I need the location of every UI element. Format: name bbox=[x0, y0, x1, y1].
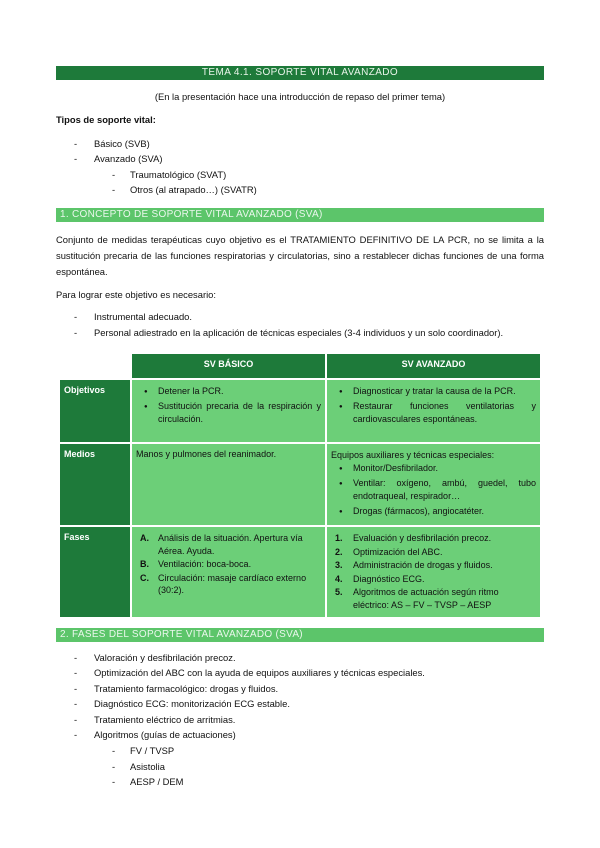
item-number: 5. bbox=[335, 587, 343, 597]
list-dash: - bbox=[74, 311, 78, 322]
column-header-sv-basico: SV BÁSICO bbox=[132, 354, 325, 378]
row-header-fases: Fases bbox=[60, 527, 130, 617]
item-text: Análisis de la situación. Apertura vía Aérea. Ayuda. bbox=[158, 533, 303, 556]
list-dash: - bbox=[74, 138, 78, 149]
numbered-item bbox=[335, 532, 536, 545]
table-row bbox=[60, 527, 540, 617]
item-number: 3. bbox=[335, 560, 343, 570]
numbered-item bbox=[140, 572, 321, 597]
list-dash: - bbox=[112, 184, 116, 195]
list-subitem: AESP / DEM bbox=[130, 776, 184, 787]
bullet-item: ● Ventilar: oxígeno, ambú, guedel, tubo endotraqueal, respirador… bbox=[353, 477, 536, 503]
bullet-item: ● Restaurar funciones ventilatorias y cardiovasculares espontáneas. bbox=[353, 400, 536, 426]
list-dash: - bbox=[112, 169, 116, 180]
section1-paragraph: Conjunto de medidas terapéuticas cuyo objetivo es el TRATAMIENTO DEFINITIVO DE LA PCR, no se limita a la sustitución precaria de las funciones respiratorias y circulatorias, sino a restablecer dichas funciones de una forma espontánea. bbox=[56, 234, 544, 277]
cell-intro-text: Equipos auxiliares y técnicas especiales: bbox=[331, 450, 495, 460]
bullet-item: ● Diagnosticar y tratar la causa de la PCR. bbox=[353, 385, 536, 398]
numbered-item bbox=[335, 573, 536, 586]
list-dash: - bbox=[74, 683, 78, 694]
list-subitem: Asistolia bbox=[130, 761, 165, 772]
section-heading: 2. FASES DEL SOPORTE VITAL AVANZADO (SVA) bbox=[56, 628, 544, 642]
list-item: Optimización del ABC con la ayuda de equipos auxiliares y técnicas especiales. bbox=[94, 667, 425, 678]
list-item: Tratamiento eléctrico de arritmias. bbox=[94, 714, 236, 725]
table-row bbox=[60, 444, 540, 525]
list-subitem: Otros (al atrapado…) (SVATR) bbox=[130, 184, 257, 195]
list-dash: - bbox=[74, 714, 78, 725]
item-text: Diagnóstico ECG. bbox=[353, 573, 425, 584]
numbered-item bbox=[335, 586, 536, 611]
bullet-item: ● Detener la PCR. bbox=[158, 385, 321, 398]
table-cell bbox=[132, 380, 325, 442]
table-corner-cell bbox=[60, 354, 130, 378]
row-header-medios: Medios bbox=[60, 444, 130, 525]
list-subitem: FV / TVSP bbox=[130, 745, 175, 756]
item-text: Circulación: masaje cardíaco externo (30:2). bbox=[158, 572, 307, 595]
item-text: Optimización del ABC. bbox=[353, 546, 443, 557]
list-item: Algoritmos (guías de actuaciones) bbox=[94, 729, 236, 740]
numbered-item bbox=[140, 558, 321, 571]
list-item: Diagnóstico ECG: monitorización ECG estable. bbox=[94, 698, 290, 709]
section-heading: 1. CONCEPTO DE SOPORTE VITAL AVANZADO (SVA) bbox=[56, 208, 544, 222]
table-row bbox=[60, 380, 540, 442]
item-number: 1. bbox=[335, 533, 343, 543]
list-dash: - bbox=[74, 153, 78, 164]
item-text: Ventilación: boca-boca. bbox=[158, 559, 252, 569]
item-text: Administración de drogas y fluidos. bbox=[353, 560, 493, 570]
row-header-objetivos: Objetivos bbox=[60, 380, 130, 442]
table-cell: Manos y pulmones del reanimador. bbox=[132, 444, 325, 525]
list-item: Instrumental adecuado. bbox=[94, 311, 192, 322]
numbered-item bbox=[140, 532, 321, 557]
bullet-item: ● Drogas (fármacos), angiocatéter. bbox=[353, 505, 536, 518]
comparison-table bbox=[58, 352, 542, 619]
numbered-item bbox=[335, 546, 536, 559]
item-number: 4. bbox=[335, 573, 343, 584]
list-dash: - bbox=[112, 761, 116, 772]
document-subtitle: (En la presentación hace una introducción de repaso del primer tema) bbox=[154, 91, 446, 102]
bullet-item: ● Monitor/Desfibrilador. bbox=[353, 462, 536, 475]
item-number: B. bbox=[140, 559, 149, 569]
list-dash: - bbox=[112, 745, 116, 756]
list-item: Avanzado (SVA) bbox=[94, 153, 163, 164]
list-dash: - bbox=[74, 698, 78, 709]
list-item: Personal adiestrado en la aplicación de técnicas especiales (3-4 individuos y un solo coordinador). bbox=[94, 327, 504, 338]
numbered-item bbox=[335, 559, 536, 572]
list-dash: - bbox=[74, 729, 78, 740]
table-cell bbox=[327, 527, 540, 617]
section1-paragraph-2: Para lograr este objetivo es necesario: bbox=[56, 289, 216, 300]
bullet-item: ● Sustitución precaria de la respiración y circulación. bbox=[158, 400, 321, 426]
table-cell bbox=[132, 527, 325, 617]
list-item: Valoración y desfibrilación precoz. bbox=[94, 652, 236, 663]
item-number: A. bbox=[140, 533, 149, 543]
item-number: C. bbox=[140, 572, 149, 583]
list-dash: - bbox=[112, 776, 116, 787]
list-item: Básico (SVB) bbox=[94, 138, 150, 149]
list-item: Tratamiento farmacológico: drogas y fluidos. bbox=[94, 683, 279, 694]
column-header-sv-avanzado: SV AVANZADO bbox=[327, 354, 540, 378]
table-header-row bbox=[60, 354, 540, 378]
table-cell bbox=[327, 380, 540, 442]
list-dash: - bbox=[74, 652, 78, 663]
item-text: Evaluación y desfibrilación precoz. bbox=[353, 533, 492, 543]
tipos-heading: Tipos de soporte vital: bbox=[56, 114, 156, 125]
document-title: TEMA 4.1. SOPORTE VITAL AVANZADO bbox=[56, 66, 544, 80]
item-text: Algoritmos de actuación según ritmo eléctrico: AS – FV – TVSP – AESP bbox=[353, 587, 499, 610]
list-dash: - bbox=[74, 327, 78, 338]
item-number: 2. bbox=[335, 546, 343, 557]
list-subitem: Traumatológico (SVAT) bbox=[130, 169, 227, 180]
table-cell bbox=[327, 444, 540, 525]
list-dash: - bbox=[74, 667, 78, 678]
